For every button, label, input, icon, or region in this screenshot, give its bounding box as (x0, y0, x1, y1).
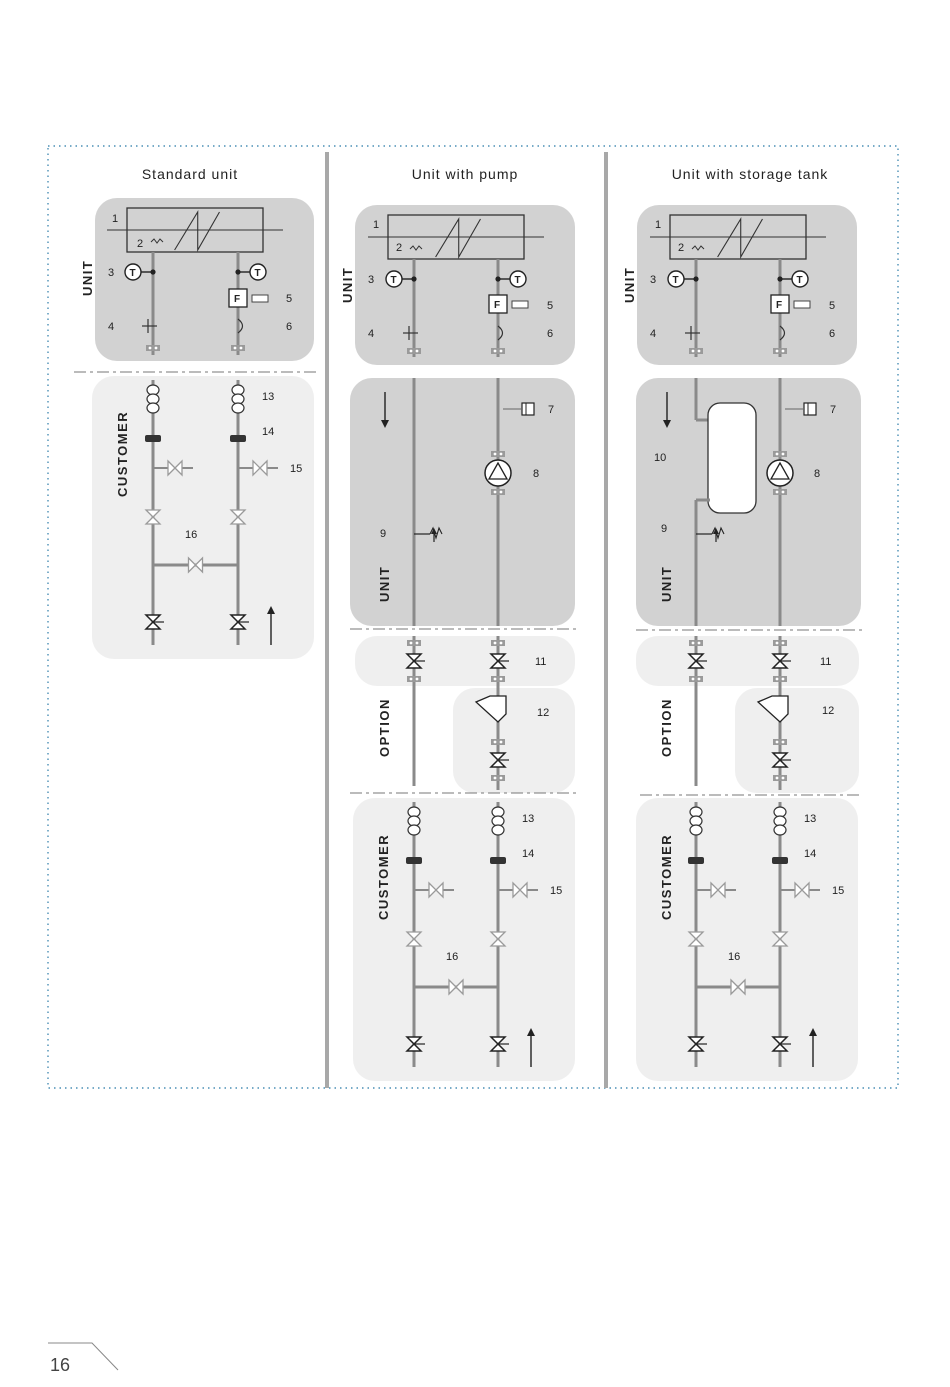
flow-switch-letter: F (776, 300, 783, 311)
component-number-3: 3 (650, 274, 657, 286)
component-number-10: 10 (654, 452, 667, 464)
flange-bolt (776, 453, 779, 456)
flange-connection (689, 348, 703, 354)
component-number-15: 15 (290, 463, 303, 475)
flexible-joint-icon (774, 825, 786, 835)
flange-bolt (410, 642, 413, 645)
component-number-13: 13 (522, 813, 535, 825)
flange-bolt (782, 350, 785, 353)
flange-bolt (692, 642, 695, 645)
flexible-joint-icon (232, 403, 244, 413)
flange-bolt (494, 777, 497, 780)
flange-bolt (500, 741, 503, 744)
pipe-filter-icon (145, 435, 161, 442)
column-standard-unit (74, 198, 320, 659)
component-number-13: 13 (804, 813, 817, 825)
component-number-4: 4 (650, 328, 657, 340)
component-number-5: 5 (547, 300, 554, 312)
unit-section-label: UNIT (659, 565, 674, 602)
component-number-12: 12 (537, 707, 550, 719)
flange-bolt (410, 678, 413, 681)
flange-bolt (500, 491, 503, 494)
flow-switch-letter: F (234, 294, 241, 305)
option-panel (453, 688, 575, 793)
component-number-7: 7 (830, 404, 837, 416)
flange-bolt (782, 642, 785, 645)
sensor-point (235, 269, 240, 274)
expansion-vessel-icon (522, 403, 534, 415)
flange-bolt (494, 642, 497, 645)
flange-bolt (149, 347, 152, 350)
title-standard-unit: Standard unit (141, 166, 239, 182)
flange-bolt (494, 453, 497, 456)
sensor-point (495, 276, 500, 281)
sensor-point (777, 276, 782, 281)
flange-bolt (416, 678, 419, 681)
flange-connection (773, 451, 787, 457)
flange-connection (407, 676, 421, 682)
sensor-point (411, 276, 416, 281)
flange-bolt (698, 678, 701, 681)
flange-bolt (155, 347, 158, 350)
component-number-9: 9 (661, 523, 668, 535)
component-number-4: 4 (108, 321, 115, 333)
component-number-7: 7 (548, 404, 555, 416)
flange-bolt (494, 491, 497, 494)
flange-connection (491, 775, 505, 781)
component-number-14: 14 (262, 426, 275, 438)
component-number-2: 2 (678, 242, 685, 254)
flange-connection (773, 640, 787, 646)
flange-bolt (776, 777, 779, 780)
component-number-2: 2 (396, 242, 403, 254)
component-number-15: 15 (832, 885, 845, 897)
component-number-8: 8 (533, 468, 540, 480)
flange-connection (773, 489, 787, 495)
component-number-6: 6 (286, 321, 293, 333)
component-number-5: 5 (829, 300, 836, 312)
component-number-13: 13 (262, 391, 275, 403)
flange-bolt (698, 642, 701, 645)
flange-connection (491, 739, 505, 745)
unit-section-label: UNIT (340, 266, 355, 303)
flange-bolt (500, 642, 503, 645)
thermometer-icon-letter: T (796, 275, 803, 286)
flange-bolt (698, 350, 701, 353)
flow-switch-contact (512, 301, 528, 308)
component-number-14: 14 (522, 848, 535, 860)
flange-connection (689, 640, 703, 646)
option-section-label: OPTION (377, 698, 392, 757)
component-number-1: 1 (655, 219, 662, 231)
component-number-9: 9 (380, 528, 387, 540)
component-number-14: 14 (804, 848, 817, 860)
unit-panel (95, 198, 314, 361)
flange-bolt (494, 678, 497, 681)
flange-connection (491, 640, 505, 646)
flange-bolt (416, 350, 419, 353)
flange-bolt (500, 453, 503, 456)
flange-connection (491, 348, 505, 354)
flange-connection (146, 345, 160, 351)
flange-bolt (782, 453, 785, 456)
pipe-filter-icon (772, 857, 788, 864)
flange-bolt (500, 777, 503, 780)
flange-bolt (692, 350, 695, 353)
component-number-16: 16 (728, 951, 741, 963)
flange-bolt (410, 350, 413, 353)
component-number-5: 5 (286, 293, 293, 305)
pipe-filter-icon (688, 857, 704, 864)
expansion-vessel-icon (804, 403, 816, 415)
flange-connection (407, 348, 421, 354)
component-number-4: 4 (368, 328, 375, 340)
flange-connection (773, 739, 787, 745)
flange-connection (407, 640, 421, 646)
thermometer-icon-letter: T (254, 268, 261, 279)
customer-section-label: CUSTOMER (376, 833, 391, 920)
title-unit-with-pump: Unit with pump (411, 166, 519, 182)
component-number-1: 1 (112, 213, 119, 225)
thermometer-icon-letter: T (390, 275, 397, 286)
flange-bolt (494, 350, 497, 353)
flange-bolt (494, 741, 497, 744)
flange-connection (773, 348, 787, 354)
option-panel (735, 688, 859, 793)
component-number-16: 16 (446, 951, 459, 963)
component-number-8: 8 (814, 468, 821, 480)
flexible-joint-icon (690, 825, 702, 835)
sensor-point (693, 276, 698, 281)
flexible-joint-icon (492, 825, 504, 835)
sensor-point (150, 269, 155, 274)
component-number-12: 12 (822, 705, 835, 717)
unit-section-label: UNIT (377, 565, 392, 602)
pipe-filter-icon (230, 435, 246, 442)
storage-tank-icon (708, 403, 756, 513)
pipe-filter-icon (406, 857, 422, 864)
flange-bolt (776, 491, 779, 494)
flange-bolt (782, 491, 785, 494)
component-number-6: 6 (829, 328, 836, 340)
thermometer-icon-letter: T (672, 275, 679, 286)
flange-bolt (776, 678, 779, 681)
flange-connection (689, 676, 703, 682)
flexible-joint-icon (408, 825, 420, 835)
flange-connection (773, 676, 787, 682)
thermometer-icon-letter: T (129, 268, 136, 279)
unit-section-label: UNIT (80, 259, 95, 296)
flow-switch-contact (252, 295, 268, 302)
flange-bolt (782, 777, 785, 780)
flange-bolt (500, 350, 503, 353)
flange-bolt (416, 642, 419, 645)
option-section-label: OPTION (659, 698, 674, 757)
component-number-2: 2 (137, 238, 144, 250)
component-number-16: 16 (185, 529, 198, 541)
flange-connection (491, 489, 505, 495)
component-number-15: 15 (550, 885, 563, 897)
component-number-3: 3 (108, 267, 115, 279)
flange-connection (491, 451, 505, 457)
flange-connection (773, 775, 787, 781)
flange-bolt (782, 741, 785, 744)
title-unit-with-storage-tank: Unit with storage tank (671, 166, 829, 182)
pipe-filter-icon (490, 857, 506, 864)
flange-bolt (776, 350, 779, 353)
flexible-joint-icon (147, 403, 159, 413)
customer-section-label: CUSTOMER (659, 833, 674, 920)
component-number-6: 6 (547, 328, 554, 340)
component-number-3: 3 (368, 274, 375, 286)
column-unit-with-pump (340, 205, 580, 1081)
flow-switch-letter: F (494, 300, 501, 311)
flow-switch-contact (794, 301, 810, 308)
component-number-11: 11 (820, 656, 832, 668)
flange-connection (231, 345, 245, 351)
flange-bolt (776, 741, 779, 744)
unit-section-label: UNIT (622, 266, 637, 303)
component-number-11: 11 (535, 656, 547, 668)
flange-bolt (240, 347, 243, 350)
flange-bolt (776, 642, 779, 645)
customer-section-label: CUSTOMER (115, 410, 130, 497)
flange-bolt (234, 347, 237, 350)
component-number-1: 1 (373, 219, 380, 231)
flange-bolt (500, 678, 503, 681)
flange-connection (491, 676, 505, 682)
flange-bolt (692, 678, 695, 681)
thermometer-icon-letter: T (514, 275, 521, 286)
column-unit-with-storage-tank (622, 205, 862, 1081)
flange-bolt (782, 678, 785, 681)
page-number: 16 (50, 1355, 71, 1375)
